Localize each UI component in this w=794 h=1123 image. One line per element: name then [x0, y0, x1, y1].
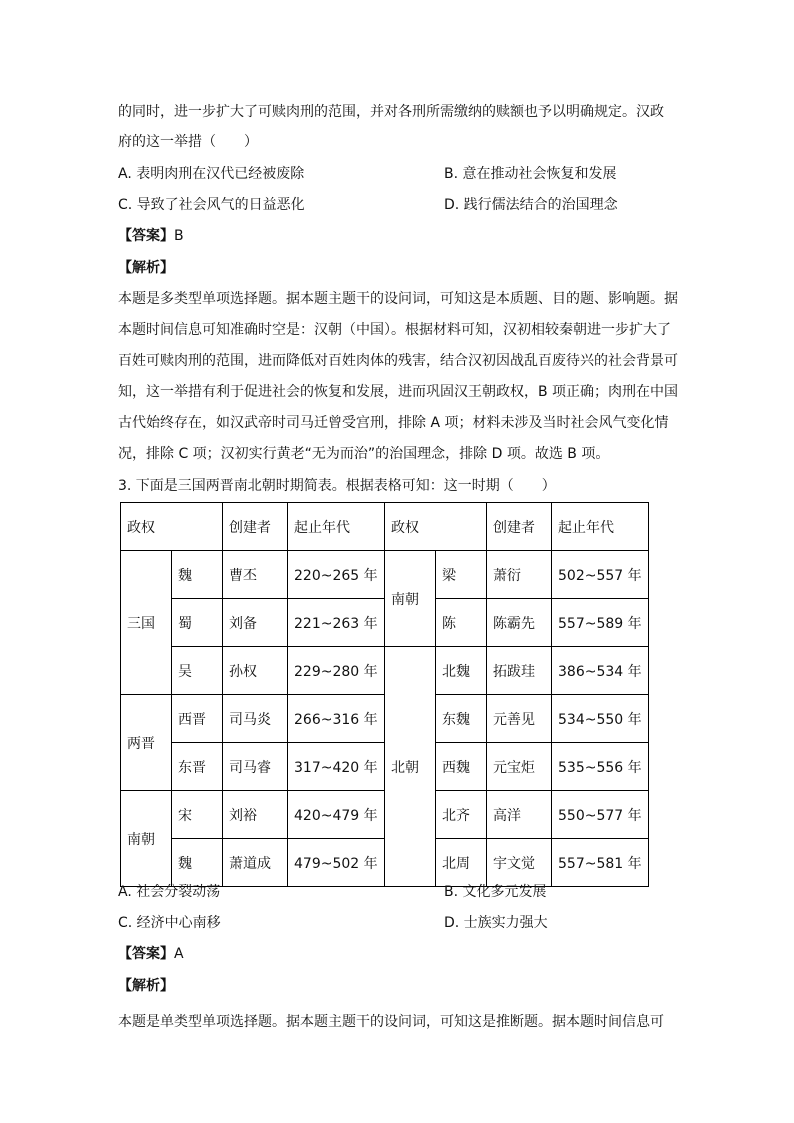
q3-option-d: D. 士族实力强大	[444, 915, 548, 931]
q2-analysis-line-6: 况，排除 C 项；汉初实行黄老“无为而治”的治国理念，排除 D 项。故选 B 项。	[118, 446, 610, 462]
period-cell: 317~420 年	[288, 743, 385, 791]
regime-cell: 梁	[436, 551, 487, 599]
q3-analysis-label: 【解析】	[118, 978, 174, 994]
group-cell: 南朝	[121, 791, 172, 887]
period-cell: 550~577 年	[552, 791, 649, 839]
period-cell: 220~265 年	[288, 551, 385, 599]
founder-cell: 元善见	[487, 695, 552, 743]
period-cell: 221~263 年	[288, 599, 385, 647]
answer-label: 【答案】	[118, 946, 174, 962]
period-cell: 266~316 年	[288, 695, 385, 743]
period-cell: 534~550 年	[552, 695, 649, 743]
q3-stem: 3. 下面是三国两晋南北朝时期简表。根据表格可知：这一时期（ ）	[118, 478, 556, 494]
answer-value: A	[174, 946, 184, 962]
q3-option-a: A. 社会分裂动荡	[118, 884, 221, 900]
regime-cell: 吴	[172, 647, 223, 695]
period-cell: 229~280 年	[288, 647, 385, 695]
founder-cell: 孙权	[223, 647, 288, 695]
q3-answer	[118, 944, 184, 964]
regime-cell: 北齐	[436, 791, 487, 839]
answer-value: B	[174, 228, 184, 244]
regime-cell: 东魏	[436, 695, 487, 743]
group-cell: 南朝	[385, 551, 436, 647]
regime-cell: 陈	[436, 599, 487, 647]
q2-analysis-line-5: 古代始终存在，如汉武帝时司马迁曾受宫刑，排除 A 项；材料未涉及当时社会风气变化情	[118, 415, 669, 431]
q2-analysis-line-4: 知，这一举措有利于促进社会的恢复和发展，进而巩固汉王朝政权，B 项正确；肉刑在中国	[118, 384, 679, 400]
founder-cell: 刘裕	[223, 791, 288, 839]
founder-cell: 拓跋珪	[487, 647, 552, 695]
period-cell: 557~589 年	[552, 599, 649, 647]
regime-cell: 北周	[436, 839, 487, 887]
header-period-left: 起止年代	[288, 503, 385, 551]
q2-option-b: B. 意在推动社会恢复和发展	[444, 166, 617, 182]
group-cell: 北朝	[385, 647, 436, 887]
period-cell: 502~557 年	[552, 551, 649, 599]
period-cell: 535~556 年	[552, 743, 649, 791]
dynasty-table	[120, 502, 649, 887]
founder-cell: 司马炎	[223, 695, 288, 743]
q2-option-c: C. 导致了社会风气的日益恶化	[118, 197, 305, 213]
regime-cell: 魏	[172, 839, 223, 887]
founder-cell: 元宝炬	[487, 743, 552, 791]
regime-cell: 北魏	[436, 647, 487, 695]
founder-cell: 曹丕	[223, 551, 288, 599]
regime-cell: 西魏	[436, 743, 487, 791]
founder-cell: 高洋	[487, 791, 552, 839]
regime-cell: 宋	[172, 791, 223, 839]
table-header-row	[121, 503, 649, 551]
q2-analysis-label: 【解析】	[118, 260, 174, 276]
period-cell: 386~534 年	[552, 647, 649, 695]
founder-cell: 刘备	[223, 599, 288, 647]
table-row	[121, 551, 649, 599]
regime-cell: 西晋	[172, 695, 223, 743]
group-cell: 两晋	[121, 695, 172, 791]
regime-cell: 魏	[172, 551, 223, 599]
answer-label: 【答案】	[118, 228, 174, 244]
q2-analysis-line-1: 本题是多类型单项选择题。据本题主题干的设问词，可知这是本质题、目的题、影响题。据	[118, 291, 678, 307]
period-cell: 479~502 年	[288, 839, 385, 887]
founder-cell: 萧衍	[487, 551, 552, 599]
q2-analysis-line-2: 本题时间信息可知准确时空是：汉朝（中国）。根据材料可知，汉初相较秦朝进一步扩大了	[118, 322, 671, 338]
regime-cell: 东晋	[172, 743, 223, 791]
q3-option-b: B. 文化多元发展	[444, 884, 547, 900]
q2-analysis-line-3: 百姓可赎肉刑的范围，进而降低对百姓肉体的残害，结合汉初因战乱百废待兴的社会背景可	[118, 353, 678, 369]
group-cell: 三国	[121, 551, 172, 695]
header-founder-left: 创建者	[223, 503, 288, 551]
founder-cell: 萧道成	[223, 839, 288, 887]
founder-cell: 宇文觉	[487, 839, 552, 887]
period-cell: 557~581 年	[552, 839, 649, 887]
header-period-right: 起止年代	[552, 503, 649, 551]
q3-option-c: C. 经济中心南移	[118, 915, 221, 931]
period-cell: 420~479 年	[288, 791, 385, 839]
q2-stem-line-1: 的同时，进一步扩大了可赎肉刑的范围，并对各刑所需缴纳的赎额也予以明确规定。汉政	[118, 104, 664, 120]
q2-option-a: A. 表明肉刑在汉代已经被废除	[118, 166, 305, 182]
q2-option-d: D. 践行儒法结合的治国理念	[444, 197, 618, 213]
founder-cell: 司马睿	[223, 743, 288, 791]
q2-answer	[118, 226, 184, 246]
regime-cell: 蜀	[172, 599, 223, 647]
q2-stem-line-2: 府的这一举措（ ）	[118, 134, 258, 150]
header-regime-left: 政权	[121, 503, 223, 551]
header-regime-right: 政权	[385, 503, 487, 551]
table-row	[121, 647, 649, 695]
q3-analysis-line-1: 本题是单类型单项选择题。据本题主题干的设问词，可知这是推断题。据本题时间信息可	[118, 1014, 664, 1030]
header-founder-right: 创建者	[487, 503, 552, 551]
founder-cell: 陈霸先	[487, 599, 552, 647]
